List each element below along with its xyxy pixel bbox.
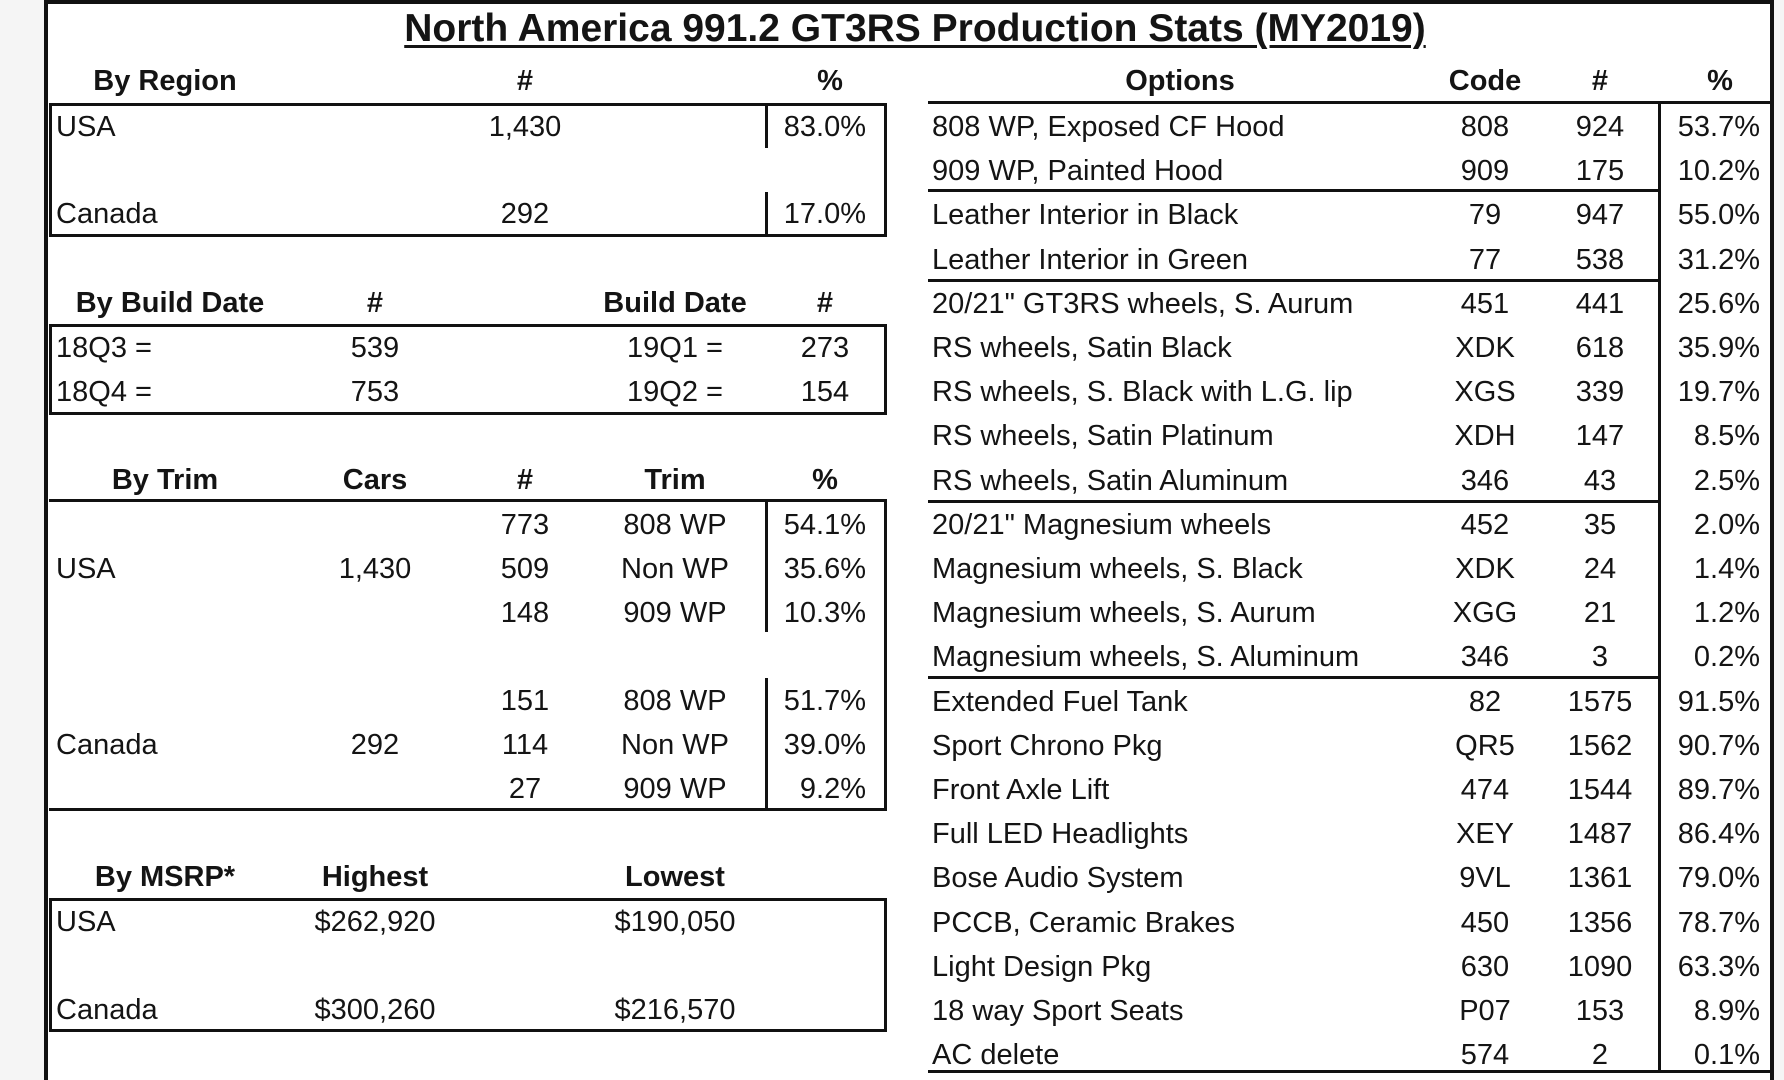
option-count: 1562 — [1567, 730, 1633, 762]
option-name: RS wheels, S. Black with L.G. lip — [932, 376, 1353, 408]
option-code: QR5 — [1455, 730, 1515, 762]
option-code: 574 — [1460, 1039, 1510, 1071]
region-row-pct: 17.0% — [783, 198, 866, 230]
region-row-count: 292 — [500, 198, 550, 230]
msrp-header-lowest: Lowest — [625, 861, 725, 893]
region-header-label: By Region — [93, 65, 237, 97]
option-code: 346 — [1460, 465, 1510, 497]
trim-row-count: 509 — [500, 553, 550, 585]
option-count: 1361 — [1567, 862, 1633, 894]
build-row-quarter: 18Q4 = — [56, 376, 152, 408]
trim-header-label: By Trim — [111, 464, 219, 496]
options-header-pct: % — [1707, 65, 1733, 97]
trim-cars: 292 — [350, 729, 400, 761]
option-count: 1487 — [1567, 818, 1633, 850]
option-pct: 10.2% — [1677, 155, 1760, 187]
option-name: Light Design Pkg — [932, 951, 1152, 983]
trim-row-trim: 909 WP — [623, 773, 727, 805]
trim-row-count: 114 — [501, 729, 549, 761]
option-code: 79 — [1468, 199, 1502, 231]
option-pct: 2.0% — [1693, 509, 1760, 541]
option-count: 153 — [1575, 995, 1625, 1027]
trim-row-pct: 35.6% — [783, 553, 866, 585]
option-pct: 2.5% — [1693, 465, 1760, 497]
option-pct: 79.0% — [1677, 862, 1760, 894]
option-code: 630 — [1460, 951, 1510, 983]
option-code: XDH — [1454, 420, 1516, 452]
option-name: Magnesium wheels, S. Aurum — [932, 597, 1316, 629]
option-count: 538 — [1575, 244, 1625, 276]
msrp-row-low: $190,050 — [614, 906, 736, 938]
options-pct-divider — [1658, 101, 1661, 1071]
trim-row-pct: 39.0% — [783, 729, 866, 761]
build-header-label: By Build Date — [75, 287, 265, 319]
option-count: 618 — [1575, 332, 1625, 364]
option-pct: 53.7% — [1677, 111, 1760, 143]
trim-row-trim: 909 WP — [623, 597, 727, 629]
option-name: 909 WP, Painted Hood — [932, 155, 1224, 187]
option-name: 808 WP, Exposed CF Hood — [932, 111, 1285, 143]
option-name: Leather Interior in Green — [932, 244, 1248, 276]
trim-row-pct: 10.3% — [783, 597, 866, 629]
option-count: 175 — [1575, 155, 1625, 187]
trim-bottom-rule — [49, 808, 887, 811]
option-name: 20/21" GT3RS wheels, S. Aurum — [932, 288, 1354, 320]
build-row-count: 154 — [800, 376, 850, 408]
trim-row-count: 148 — [500, 597, 550, 629]
option-code: P07 — [1459, 995, 1511, 1027]
option-pct: 8.5% — [1693, 420, 1760, 452]
trim-row-pct: 54.1% — [783, 509, 866, 541]
trim-row-count: 27 — [508, 773, 542, 805]
option-pct: 1.2% — [1693, 597, 1760, 629]
option-name: Front Axle Lift — [932, 774, 1110, 806]
option-name: Full LED Headlights — [932, 818, 1189, 850]
option-name: Leather Interior in Black — [932, 199, 1239, 231]
option-pct: 0.2% — [1693, 641, 1760, 673]
build-row-count: 539 — [350, 332, 400, 364]
trim-row-pct: 51.7% — [783, 685, 866, 717]
option-code: 450 — [1460, 907, 1510, 939]
option-count: 339 — [1575, 376, 1625, 408]
option-code: 451 — [1460, 288, 1510, 320]
trim-row-count: 151 — [500, 685, 550, 717]
option-code: 9VL — [1459, 862, 1511, 894]
msrp-row-name: Canada — [56, 994, 158, 1026]
option-count: 441 — [1575, 288, 1625, 320]
option-count: 147 — [1575, 420, 1625, 452]
trim-cars: 1,430 — [338, 553, 412, 585]
page-title: North America 991.2 GT3RS Production Stats (MY2019) — [404, 7, 1426, 50]
option-count: 1544 — [1567, 774, 1633, 806]
trim-row-count: 773 — [500, 509, 550, 541]
option-code: 82 — [1468, 686, 1502, 718]
option-count: 43 — [1583, 465, 1617, 497]
msrp-row-low: $216,570 — [614, 994, 736, 1026]
option-pct: 91.5% — [1677, 686, 1760, 718]
options-header-count: # — [1591, 65, 1609, 97]
build-row-quarter: 19Q1 = — [627, 332, 723, 364]
option-name: RS wheels, Satin Aluminum — [932, 465, 1289, 497]
trim-header-pct: % — [812, 464, 838, 496]
build-header-count: # — [366, 287, 384, 319]
msrp-row-name: USA — [56, 906, 116, 938]
msrp-header-label: By MSRP* — [94, 861, 236, 893]
trim-top-rule — [49, 499, 887, 502]
option-count: 1090 — [1567, 951, 1633, 983]
msrp-table-box — [49, 898, 887, 1032]
option-pct: 55.0% — [1677, 199, 1760, 231]
option-pct: 8.9% — [1693, 995, 1760, 1027]
option-pct: 35.9% — [1677, 332, 1760, 364]
option-pct: 78.7% — [1677, 907, 1760, 939]
region-header-count: # — [516, 65, 534, 97]
options-header-code: Code — [1448, 65, 1522, 97]
build-table-box — [49, 324, 887, 415]
option-name: 18 way Sport Seats — [932, 995, 1184, 1027]
option-count: 1575 — [1567, 686, 1633, 718]
option-count: 2 — [1591, 1039, 1609, 1071]
build-row-count: 753 — [350, 376, 400, 408]
trim-row-trim: Non WP — [621, 729, 729, 761]
trim-header-trim: Trim — [644, 464, 706, 496]
region-row-pct: 83.0% — [783, 111, 866, 143]
build-header-count2: # — [816, 287, 834, 319]
option-count: 24 — [1583, 553, 1617, 585]
option-pct: 86.4% — [1677, 818, 1760, 850]
option-name: Magnesium wheels, S. Aluminum — [932, 641, 1360, 673]
trim-row-trim: 808 WP — [623, 685, 727, 717]
trim-right-rule — [884, 499, 887, 811]
option-code: 909 — [1460, 155, 1510, 187]
option-name: Magnesium wheels, S. Black — [932, 553, 1303, 585]
option-code: 808 — [1460, 111, 1510, 143]
option-code: 452 — [1460, 509, 1510, 541]
region-row-count: 1,430 — [488, 111, 562, 143]
options-header-label: Options — [1125, 65, 1235, 97]
option-count: 21 — [1583, 597, 1617, 629]
option-code: XDK — [1455, 553, 1515, 585]
msrp-row-high: $300,260 — [314, 994, 436, 1026]
build-row-quarter: 19Q2 = — [627, 376, 723, 408]
trim-header-cars: Cars — [342, 464, 408, 496]
option-count: 35 — [1583, 509, 1617, 541]
option-pct: 90.7% — [1677, 730, 1760, 762]
msrp-header-highest: Highest — [321, 861, 429, 893]
region-row-name: USA — [56, 111, 116, 143]
option-name: Extended Fuel Tank — [932, 686, 1188, 718]
option-pct: 25.6% — [1677, 288, 1760, 320]
option-code: 77 — [1468, 244, 1502, 276]
option-code: XDK — [1455, 332, 1515, 364]
build-header-date: Build Date — [603, 287, 747, 319]
option-name: RS wheels, Satin Black — [932, 332, 1232, 364]
options-top-rule — [928, 101, 1774, 104]
trim-country: USA — [56, 553, 116, 585]
option-code: XEY — [1455, 818, 1515, 850]
option-name: Sport Chrono Pkg — [932, 730, 1163, 762]
option-name: AC delete — [932, 1039, 1060, 1071]
option-pct: 19.7% — [1677, 376, 1760, 408]
region-table-box — [49, 103, 887, 237]
option-name: 20/21" Magnesium wheels — [932, 509, 1272, 541]
option-pct: 89.7% — [1677, 774, 1760, 806]
option-code: XGS — [1454, 376, 1516, 408]
region-row-name: Canada — [56, 198, 158, 230]
build-row-count: 273 — [800, 332, 850, 364]
msrp-row-high: $262,920 — [314, 906, 436, 938]
option-code: 474 — [1460, 774, 1510, 806]
build-row-quarter: 18Q3 = — [56, 332, 152, 364]
option-count: 947 — [1575, 199, 1625, 231]
trim-header-count: # — [516, 464, 534, 496]
option-code: XGG — [1452, 597, 1518, 629]
option-count: 1356 — [1567, 907, 1633, 939]
trim-row-trim: Non WP — [621, 553, 729, 585]
option-pct: 63.3% — [1677, 951, 1760, 983]
option-name: PCCB, Ceramic Brakes — [932, 907, 1235, 939]
trim-row-trim: 808 WP — [623, 509, 727, 541]
option-pct: 1.4% — [1693, 553, 1760, 585]
option-pct: 31.2% — [1677, 244, 1760, 276]
option-count: 3 — [1591, 641, 1609, 673]
option-pct: 0.1% — [1693, 1039, 1760, 1071]
trim-row-pct: 9.2% — [799, 773, 866, 805]
option-name: Bose Audio System — [932, 862, 1184, 894]
option-code: 346 — [1460, 641, 1510, 673]
trim-country: Canada — [56, 729, 158, 761]
option-count: 924 — [1575, 111, 1625, 143]
region-header-pct: % — [817, 65, 843, 97]
option-name: RS wheels, Satin Platinum — [932, 420, 1274, 452]
